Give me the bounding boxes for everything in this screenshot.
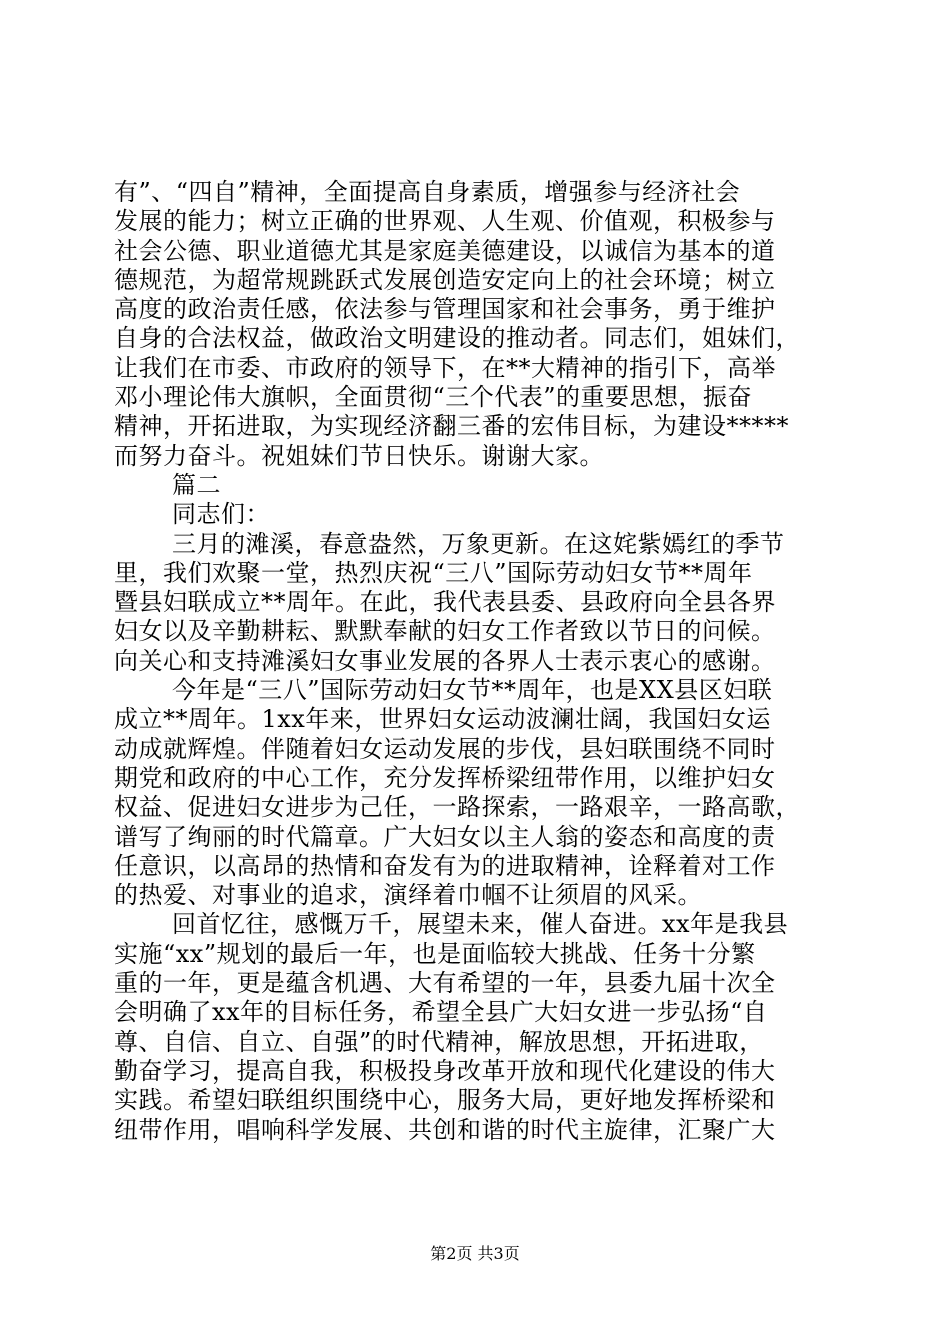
text-line: 谱写了绚丽的时代篇章。广大妇女以主人翁的姿态和高度的责 [114,822,776,851]
text-line: 发展的能力；树立正确的世界观、人生观、价值观，积极参与 [114,207,776,236]
text-line: 社会公德、职业道德尤其是家庭美德建设，以诚信为基本的道 [114,236,776,265]
page-footer: 第2页 共3页 [430,1244,520,1263]
text-line: 实践。希望妇联组织围绕中心，服务大局，更好地发挥桥梁和 [114,1086,776,1115]
text-line: 同志们： [172,500,270,529]
text-line: 期党和政府的中心工作，充分发挥桥梁纽带作用，以维护妇女 [114,763,776,792]
text-line: 纽带作用，唱响科学发展、共创和谐的时代主旋律，汇聚广大 [114,1115,776,1144]
text-line: 的热爱、对事业的追求，演绎着巾帼不让须眉的风采。 [114,881,702,910]
text-line: 尊、自信、自立、自强”的时代精神，解放思想，开拓进取， [114,1027,764,1056]
text-line: 权益、促进妇女进步为己任，一路探索，一路艰辛，一路高歌， [114,793,800,822]
text-line: 向关心和支持滩溪妇女事业发展的各界人士表示衷心的感谢。 [114,646,776,675]
text-line: 重的一年，更是蕴含机遇、大有希望的一年，县委九届十次全 [114,969,776,998]
text-line: 今年是“三八”国际劳动妇女节**周年，也是XX县区妇联 [172,676,773,705]
document-body [114,178,844,1145]
text-line: 暨县妇联成立**周年。在此，我代表县委、县政府向全县各界 [114,588,776,617]
text-line: 德规范，为超常规跳跃式发展创造安定向上的社会环境；树立 [114,265,776,294]
text-line: 自身的合法权益，做政治文明建设的推动者。同志们，姐妹们， [114,324,800,353]
text-line: 勤奋学习，提高自我，积极投身改革开放和现代化建设的伟大 [114,1056,776,1085]
text-line: 会明确了xx年的目标任务，希望全县广大妇女进一步弘扬“自 [114,998,768,1027]
text-line: 任意识，以高昂的热情和奋发有为的进取精神，诠释着对工作 [114,851,776,880]
text-line: 里，我们欢聚一堂，热烈庆祝“三八”国际劳动妇女节**周年 [114,558,753,587]
text-line: 高度的政治责任感，依法参与管理国家和社会事务，勇于维护 [114,295,776,324]
text-line: 让我们在市委、市政府的领导下，在**大精神的指引下，高举 [114,353,776,382]
text-line: 篇二 [172,470,221,499]
text-line: 实施“xx”规划的最后一年，也是面临较大挑战、任务十分繁 [114,939,756,968]
text-line: 邓小理论伟大旗帜，全面贯彻“三个代表”的重要思想，振奋 [114,383,753,412]
text-line: 精神，开拓进取，为实现经济翻三番的宏伟目标，为建设***** [114,412,789,441]
text-line: 动成就辉煌。伴随着妇女运动发展的步伐，县妇联围绕不同时 [114,734,776,763]
text-line: 三月的滩溪，春意盎然，万象更新。在这姹紫嫣红的季节 [172,529,785,558]
text-line: 有”、“四自”精神，全面提高自身素质，增强参与经济社会 [114,178,741,206]
text-line: 而努力奋斗。祝姐妹们节日快乐。谢谢大家。 [114,441,604,470]
text-line: 妇女以及辛勤耕耘、默默奉献的妇女工作者致以节日的问候。 [114,617,776,646]
text-line: 成立**周年。1xx年来，世界妇女运动波澜壮阔，我国妇女运 [114,705,771,734]
text-line: 回首忆往，感慨万千，展望未来，催人奋进。xx年是我县 [172,910,789,939]
